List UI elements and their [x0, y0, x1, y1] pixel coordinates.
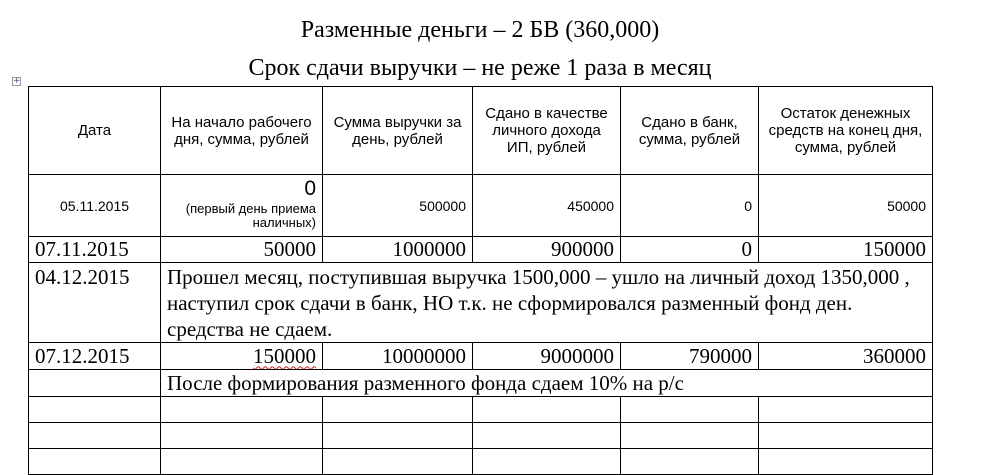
table-row — [29, 175, 933, 237]
cell-date: 07.11.2015 — [29, 237, 161, 263]
cell-date: 07.12.2015 — [29, 343, 161, 370]
cell-start — [161, 343, 323, 370]
cell-revenue: 1000000 — [323, 237, 473, 263]
table-row — [29, 263, 933, 343]
header-bank-deposit: Сдано в банк, сумма, рублей — [621, 87, 759, 175]
cell-note: Прошел месяц, поступившая выручка 1500,000 – ушло на личный доход 1350,000 , наступил срок сдачи в банк, НО т.к. не сформировался разменный фонд ден. средства не сдаем. — [161, 263, 933, 343]
table-move-handle-icon[interactable]: + — [13, 76, 21, 86]
table-row — [29, 343, 933, 370]
cell-start — [161, 175, 323, 237]
cell-date — [29, 370, 161, 397]
header-end-balance: Остаток денежных средств на конец дня, сумма, рублей — [759, 87, 933, 175]
table-header-row — [29, 87, 933, 175]
cell-balance: 150000 — [759, 237, 933, 263]
cell-start-note: (первый день приема наличных) — [185, 201, 316, 230]
cash-table — [28, 86, 933, 475]
table-row-empty — [29, 397, 933, 423]
table-row — [29, 370, 933, 397]
document-subtitle: Срок сдачи выручки – не реже 1 раза в месяц — [248, 55, 712, 81]
header-date: Дата — [29, 87, 161, 175]
cell-start-value: 150000 — [253, 343, 316, 368]
table-row-empty — [29, 449, 933, 475]
cell-revenue: 10000000 — [323, 343, 473, 370]
header-revenue: Сумма выручки за день, рублей — [323, 87, 473, 175]
cell-bank: 0 — [621, 237, 759, 263]
cell-start: 50000 — [161, 237, 323, 263]
header-start-of-day: На начало рабочего дня, сумма, рублей — [161, 87, 323, 175]
cell-bank: 790000 — [621, 343, 759, 370]
cell-personal: 900000 — [473, 237, 621, 263]
cell-personal: 9000000 — [473, 343, 621, 370]
document-title: Разменные деньги – 2 БВ (360,000) — [300, 17, 660, 43]
cell-balance: 360000 — [759, 343, 933, 370]
cell-start-value: 0 — [304, 177, 316, 200]
table-row-empty — [29, 423, 933, 449]
cell-date: 05.11.2015 — [29, 175, 161, 237]
cell-personal: 450000 — [473, 175, 621, 237]
cell-date: 04.12.2015 — [29, 263, 161, 343]
header-personal-income: Сдано в качестве личного дохода ИП, рублей — [473, 87, 621, 175]
cell-bank: 0 — [621, 175, 759, 237]
cell-balance: 50000 — [759, 175, 933, 237]
cell-note: После формирования разменного фонда сдаем 10% на р/с — [161, 370, 933, 397]
cell-revenue: 500000 — [323, 175, 473, 237]
table-row — [29, 237, 933, 263]
